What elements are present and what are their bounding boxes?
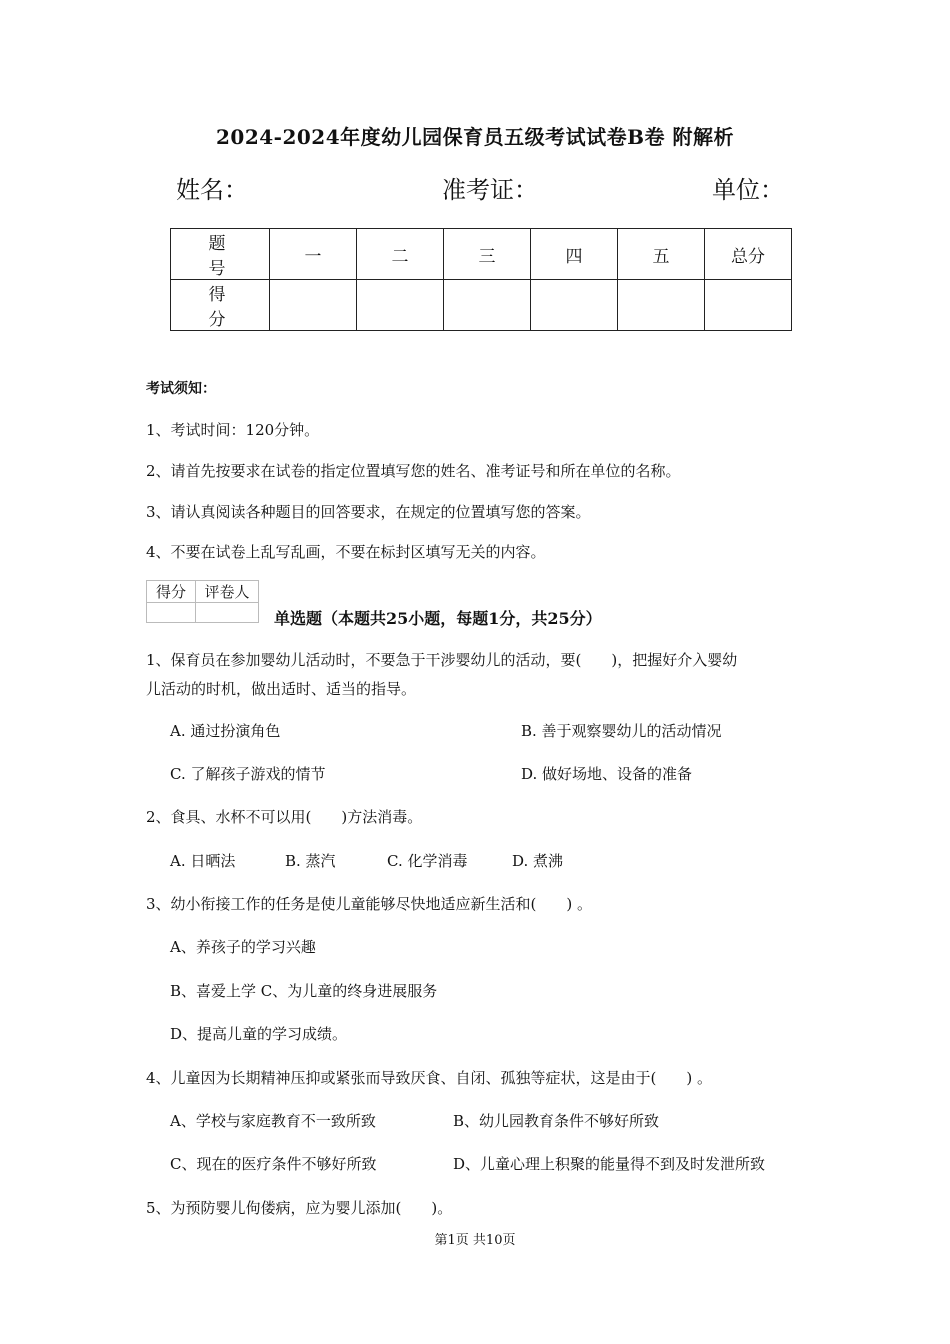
exam-id-label: 准考证： — [442, 176, 538, 204]
option-b[interactable]: B. 蒸汽 — [285, 852, 336, 870]
option-b[interactable]: B、幼儿园教育条件不够好所致 — [453, 1112, 660, 1130]
page-title: 2024-2024年度幼儿园保育员五级考试试卷B卷 附解析 — [216, 125, 734, 149]
score-table-header-cell: 四 — [531, 229, 618, 280]
score-cell[interactable] — [357, 280, 444, 331]
score-table-header-cell: 二 — [357, 229, 444, 280]
score-table-header-cell: 三 — [444, 229, 531, 280]
option-c[interactable]: C. 了解孩子游戏的情节 — [170, 765, 326, 783]
score-table-header-cell: 总分 — [705, 229, 792, 280]
option-d[interactable]: D、儿童心理上积聚的能量得不到及时发泄所致 — [453, 1155, 766, 1173]
notice-item: 1、考试时间：120分钟。 — [146, 421, 320, 439]
grader-score-label: 得分 — [147, 581, 196, 603]
question-stem-continued: 儿活动的时机，做出适时、适当的指导。 — [146, 680, 417, 698]
score-table-header-row — [171, 229, 792, 280]
question-stem: 2、食具、水杯不可以用( )方法消毒。 — [146, 808, 423, 826]
candidate-info — [176, 170, 782, 202]
option-d[interactable]: D. 煮沸 — [512, 852, 564, 870]
score-cell[interactable] — [270, 280, 357, 331]
name-label: 姓名： — [176, 176, 248, 204]
grader-reviewer-label: 评卷人 — [196, 581, 259, 603]
option-a[interactable]: A、养孩子的学习兴趣 — [170, 938, 316, 956]
option-a[interactable]: A. 日晒法 — [170, 852, 236, 870]
score-table-score-row — [171, 280, 792, 331]
section-title: 单选题（本题共25小题，每题1分，共25分） — [274, 609, 602, 628]
score-table-header-cell: 五 — [618, 229, 705, 280]
grader-reviewer-cell[interactable] — [196, 603, 259, 623]
option-d[interactable]: D. 做好场地、设备的准备 — [521, 765, 693, 783]
option-a[interactable]: A、学校与家庭教育不一致所致 — [170, 1112, 376, 1130]
option-c[interactable]: C. 化学消毒 — [387, 852, 468, 870]
unit-label: 单位： — [712, 176, 784, 204]
question-stem: 1、保育员在参加婴幼儿活动时，不要急于干涉婴幼儿的活动，要( )，把握好介入婴幼 — [146, 651, 738, 669]
score-table-header-cell: 题 号 — [171, 229, 270, 280]
grader-box — [146, 580, 259, 623]
score-cell[interactable] — [618, 280, 705, 331]
question-stem: 5、为预防婴儿佝偻病，应为婴儿添加( )。 — [146, 1199, 453, 1217]
score-table-header-cell: 一 — [270, 229, 357, 280]
grader-score-cell[interactable] — [147, 603, 196, 623]
notice-item: 2、请首先按要求在试卷的指定位置填写您的姓名、准考证号和所在单位的名称。 — [146, 462, 681, 480]
score-cell[interactable] — [444, 280, 531, 331]
option-a[interactable]: A. 通过扮演角色 — [170, 722, 281, 740]
score-table — [170, 228, 792, 331]
notice-title: 考试须知： — [146, 381, 216, 397]
notice-item: 4、不要在试卷上乱写乱画，不要在标封区填写无关的内容。 — [146, 543, 546, 561]
score-cell[interactable] — [531, 280, 618, 331]
option-b[interactable]: B. 善于观察婴幼儿的活动情况 — [521, 722, 722, 740]
question-stem: 4、儿童因为长期精神压抑或紧张而导致厌食、自闭、孤独等症状，这是由于( ) 。 — [146, 1069, 713, 1087]
option-d[interactable]: D、提高儿童的学习成绩。 — [170, 1025, 348, 1043]
page-footer: 第1页 共10页 — [434, 1233, 516, 1248]
option-c[interactable]: C、现在的医疗条件不够好所致 — [170, 1155, 377, 1173]
option-b-c[interactable]: B、喜爱上学 C、为儿童的终身进展服务 — [170, 982, 438, 1000]
question-stem: 3、幼小衔接工作的任务是使儿童能够尽快地适应新生活和( ) 。 — [146, 895, 593, 913]
score-row-label: 得 分 — [171, 280, 270, 331]
score-cell[interactable] — [705, 280, 792, 331]
notice-item: 3、请认真阅读各种题目的回答要求，在规定的位置填写您的答案。 — [146, 503, 591, 521]
